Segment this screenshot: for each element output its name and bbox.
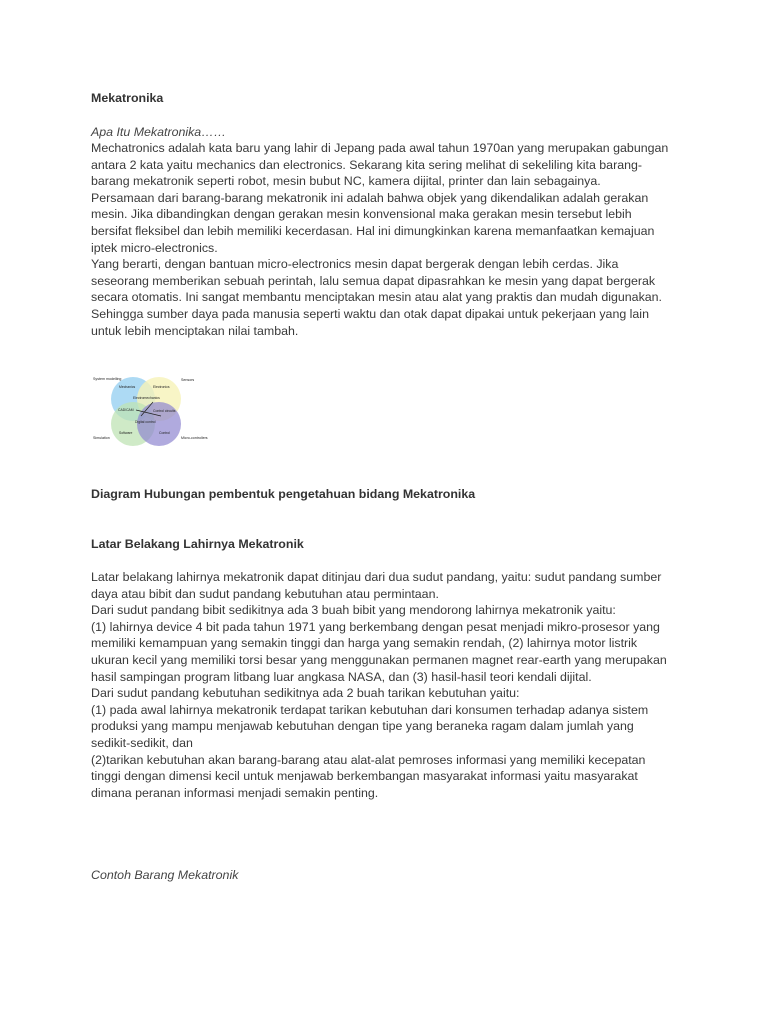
label-digital-control: Digital control: [135, 420, 156, 424]
text-line: (1) lahirnya device 4 bit pada tahun 1971 yang berkembang dengan pesat menjadi mikro-prosesor yang: [91, 619, 660, 634]
text-line: Mechatronics adalah kata baru yang lahir di Jepang pada awal tahun 1970an yang merupakan gabungan: [91, 141, 669, 155]
label-sensors: Sensors: [181, 378, 195, 382]
text-line: Dari sudut pandang bibit sedikitnya ada 3 buah bibit yang mendorong lahirnya mekatronik yaitu:: [91, 603, 616, 618]
venn-diagram-svg: [91, 372, 208, 450]
text-line: Latar belakang lahirnya mekatronik dapat ditinjau dari dua sudut pandang, yaitu: sudut pandang sumber: [91, 570, 662, 584]
text-line: Yang berarti, dengan bantuan micro-electronics mesin dapat bergerak dengan lebih cerdas. Jika: [91, 257, 619, 272]
section-heading-examples: Contoh Barang Mekatronik: [91, 868, 239, 882]
mechatronics-venn-diagram: [91, 372, 208, 450]
label-cad-cam: CAD/CAM: [118, 408, 134, 412]
label-software: Software: [119, 431, 133, 435]
label-control-circuits: Control circuits: [153, 409, 176, 413]
text-line: barang mekatronik seperti robot, mesin bubut NC, kamera dijital, printer dan lain sebagainya.: [91, 174, 601, 189]
text-line: mesin. Jika dibandingkan dengan gerakan mesin konvensional maka gerakan mesin tersebut lebih: [91, 207, 632, 222]
background-paragraph: [91, 569, 691, 801]
label-micro-controllers: Micro-controllers: [181, 436, 208, 440]
text-line: Persamaan dari barang-barang mekatronik ini adalah bahwa objek yang dikendalikan adalah gerakan: [91, 190, 649, 205]
text-line: dimana peranan informasi menjadi semakin penting.: [91, 785, 379, 800]
intro-subtitle: Apa Itu Mekatronika……: [91, 125, 226, 139]
text-line: (2)tarikan kebutuhan akan barang-barang atau alat-alat pemroses informasi yang memiliki kecepatan: [91, 752, 646, 767]
label-system-modelling: System modelling: [93, 377, 122, 381]
text-line: Dari sudut pandang kebutuhan sedikitnya ada 2 buah tarikan kebutuhan yaitu:: [91, 686, 520, 701]
text-line: Sehingga sumber daya pada manusia seperti waktu dan otak dapat dipakai untuk pekerjaan yang lain: [91, 306, 649, 321]
text-line: memiliki kemampuan yang semakin tinggi dan harga yang semakin rendah, (2) lahirnya motor listrik: [91, 636, 638, 651]
label-mechanics: Mechanics: [119, 385, 136, 389]
text-line: (1) pada awal lahirnya mekatronik terdapat tarikan kebutuhan dari konsumen terhadap adanya sistem: [91, 702, 649, 717]
text-line: antara 2 kata yaitu mechanics dan electronics. Sekarang kita sering melihat di sekeliling kita barang-: [91, 157, 642, 172]
label-control: Control: [159, 431, 170, 435]
label-simulation: Simulation: [93, 436, 110, 440]
intro-paragraph: [91, 140, 691, 339]
label-electronics: Electronics: [153, 385, 170, 389]
text-line: sedikit-sedikit, dan: [91, 735, 193, 750]
text-line: iptek micro-electronics.: [91, 240, 218, 255]
diagram-caption: Diagram Hubungan pembentuk pengetahuan bidang Mekatronika: [91, 487, 476, 501]
page-title: Mekatronika: [91, 91, 164, 105]
text-line: seseorang memberikan sebuah perintah, lalu semua dapat dipasrahkan ke mesin yang dapat bergerak: [91, 273, 656, 288]
text-line: tinggi dengan dimensi kecil untuk menjawab berkembangan masyarakat informasi yaitu masyarakat: [91, 769, 638, 784]
text-line: bersifat fleksibel dan lebih memiliki kecerdasan. Hal ini dimungkinkan karena memanfaatkan kemajuan: [91, 223, 655, 238]
label-electromechanics: Electromechanics: [133, 396, 160, 400]
section-heading-background: Latar Belakang Lahirnya Mekatronik: [91, 537, 304, 551]
text-line: secara otomatis. Ini sangat membantu menciptakan mesin atau alat yang praktis dan mudah digunakan.: [91, 290, 662, 305]
text-line: hasil sampingan program litbang luar angkasa NASA, dan (3) hasil-hasil teori kendali dijital.: [91, 669, 592, 684]
text-line: produksi yang mampu menjawab kebutuhan dengan tipe yang beraneka ragam dalam jumlah yang: [91, 719, 634, 734]
text-line: ukuran kecil yang memiliki torsi besar yang menggunakan permanen magnet rear-earth yang merupakan: [91, 652, 667, 667]
text-line: daya atau bibit dan sudut pandang kebutuhan atau permintaan.: [91, 586, 439, 601]
text-line: untuk lebih menciptakan nilai tambah.: [91, 323, 299, 338]
